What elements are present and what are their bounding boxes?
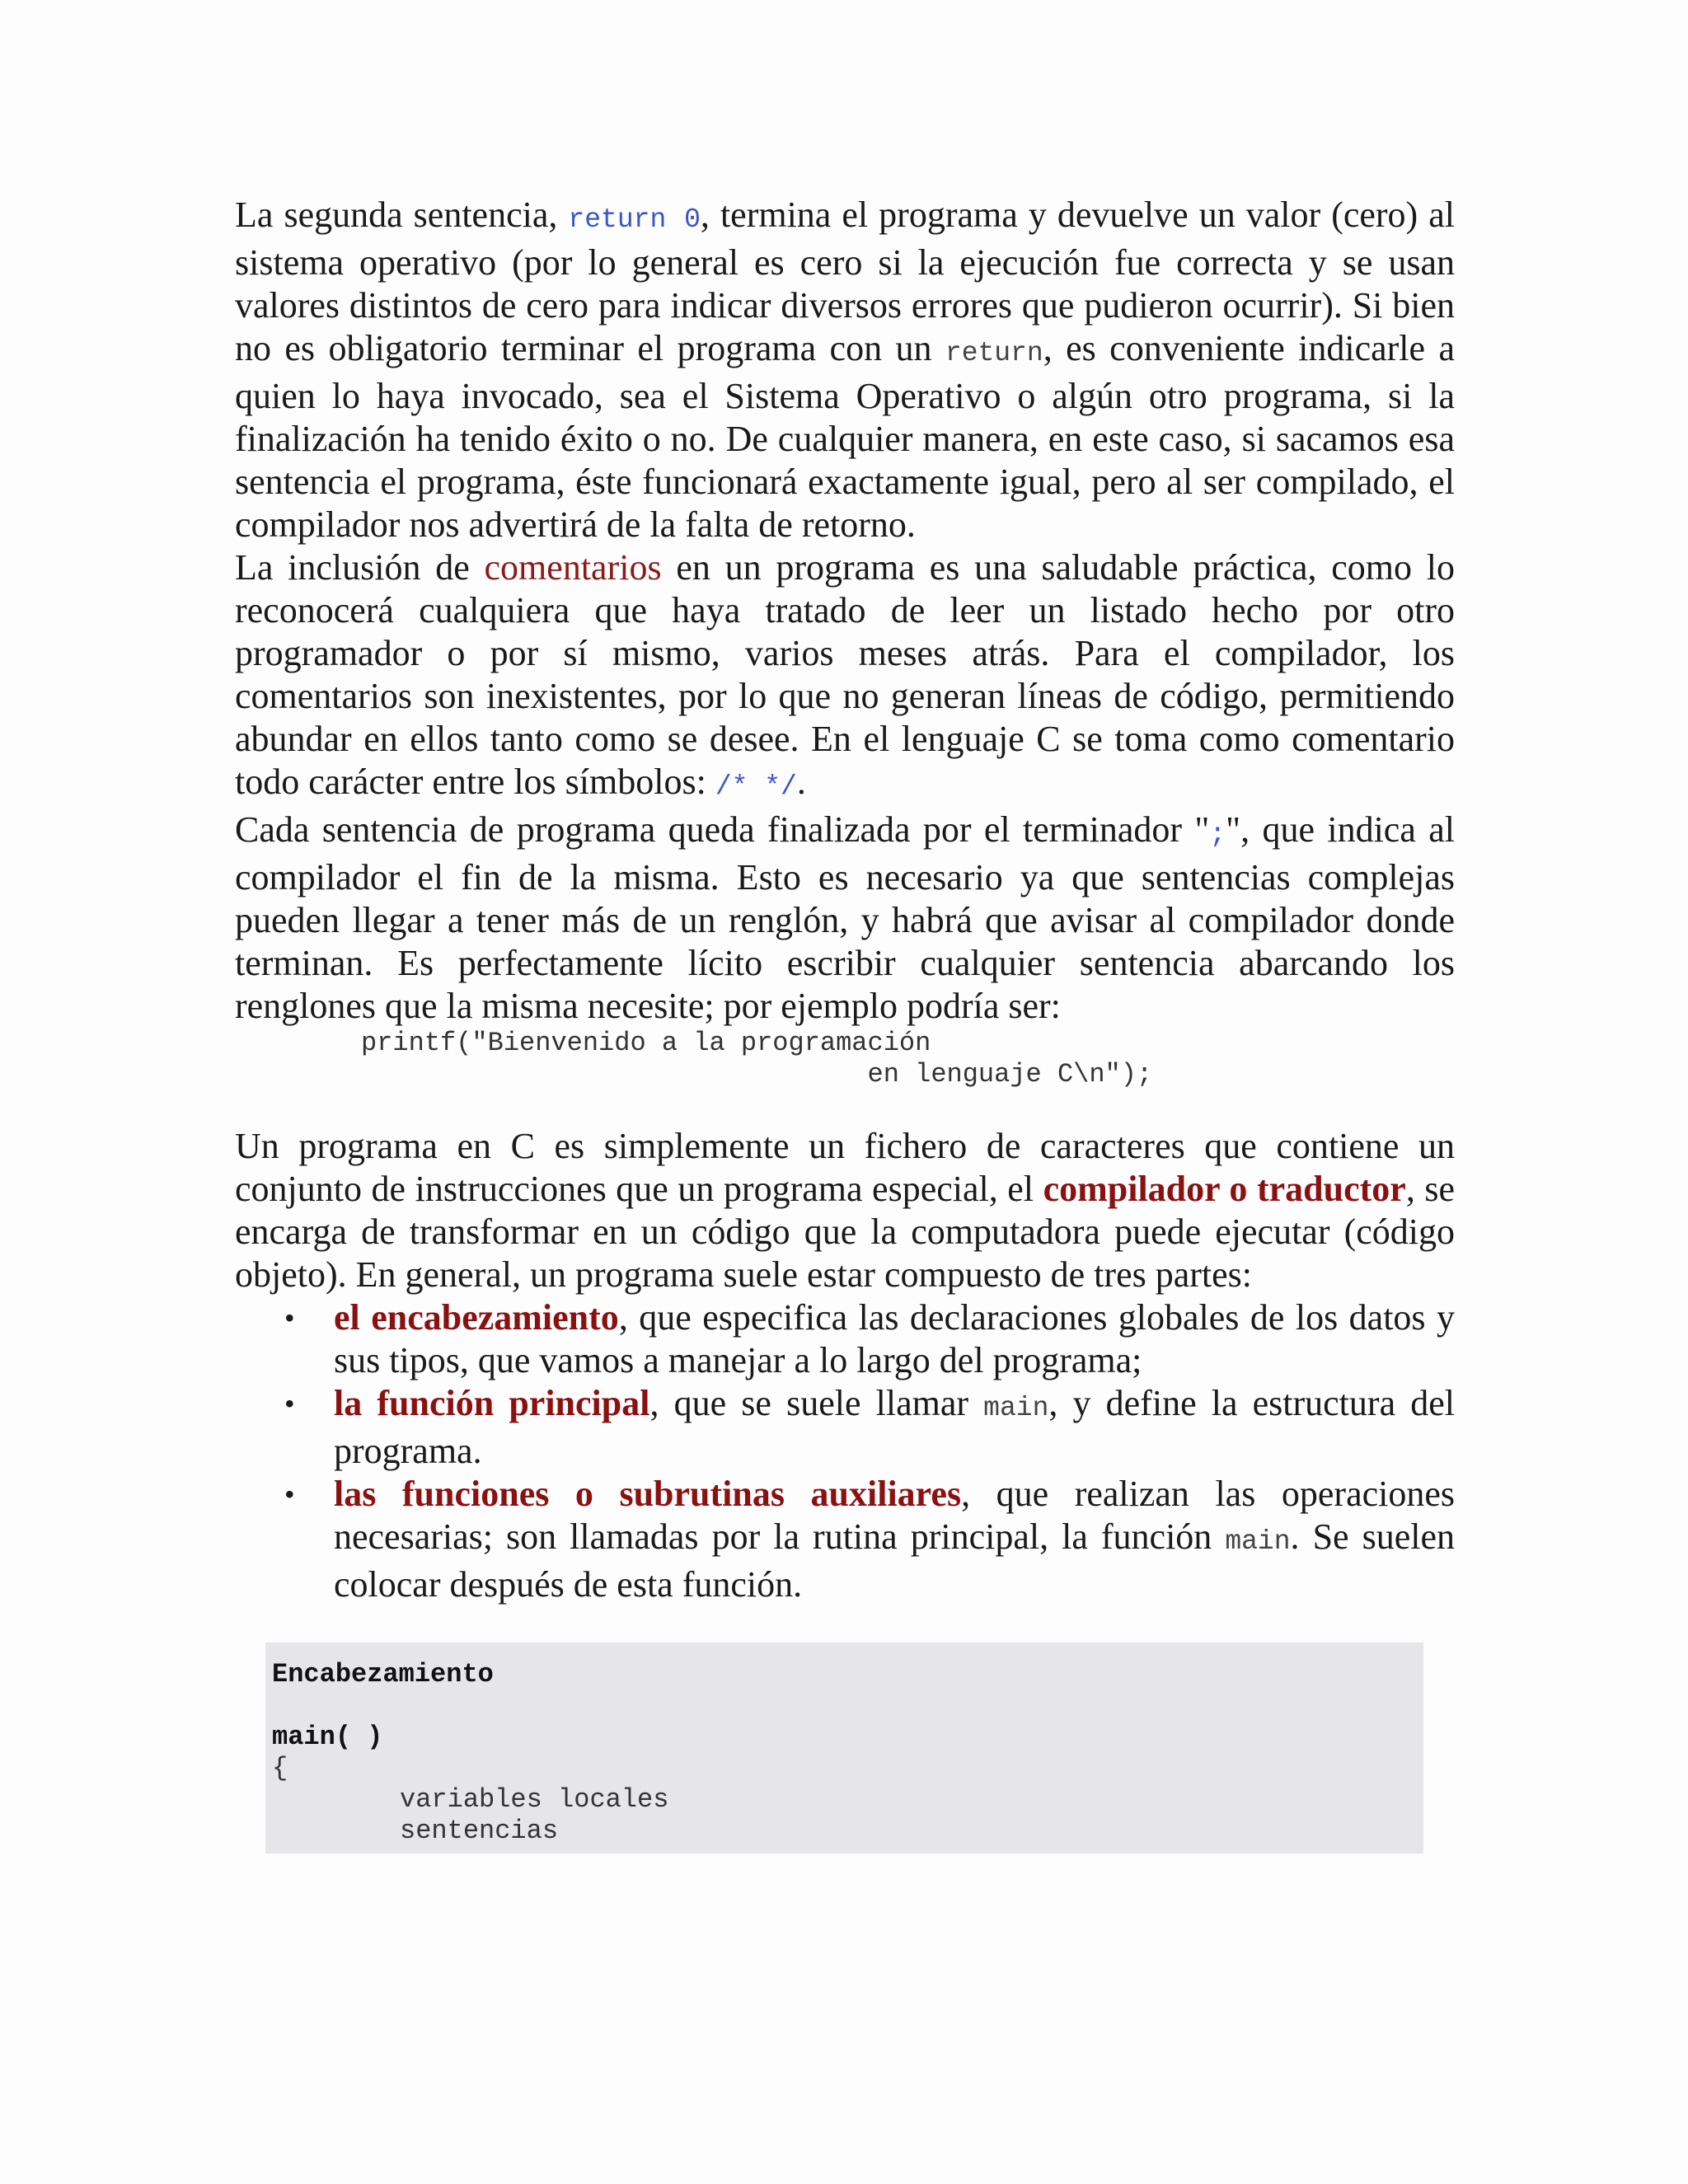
text-span: . [796,762,806,802]
term-comentarios: comentarios [484,547,662,588]
text-span: ", que indica al compilador el fin de la misma. Esto es necesario ya que sentencias complejas pueden llegar a tener más de un renglón, y habrá que avisar al compilador donde terminan. Es perfectamente lícito escribir cualquier sentencia abarcando los renglones que la misma necesite; por ejemplo podría ser: [235,809,1455,1026]
inline-code-return: return [945,338,1043,368]
bullet-icon: • [284,1478,295,1511]
inline-code-return-0: return 0 [568,204,701,235]
blank-line [272,1690,1423,1722]
structure-header: Encabezamiento [272,1659,494,1690]
program-structure-box [265,1643,1423,1854]
text-span: , y define la estructura del programa. [334,1383,1455,1471]
document-page [235,194,1455,1854]
list-item [235,1473,1455,1606]
structure-locals: variables locales [400,1784,669,1815]
code-line: printf("Bienvenido a la programación [361,1028,931,1058]
text-span: , que especifica las declaraciones globales de los datos y sus tipos, que vamos a manejar a lo largo del programa; [334,1297,1456,1380]
term-funciones-auxiliares: las funciones o subrutinas auxiliares [334,1474,962,1514]
structure-main: main( ) [272,1722,383,1752]
inline-code-comment: /* */ [715,771,797,802]
paragraph-return [235,194,1455,546]
code-line: en lenguaje C\n"); [361,1059,1153,1090]
text-span: , es conveniente indicarle a quien lo haya invocado, sea el Sistema Operativo o algún otro programa, si la finalización ha tenido éxito o no. De cualquier manera, en este caso, si sacamos esa sentencia el programa, éste funcionará exactamente igual, pero al ser compilado, el compilador nos advertirá de la falta de retorno. [235,328,1456,545]
paragraph-program-parts [235,1125,1455,1296]
term-funcion-principal: la función principal [334,1383,650,1423]
printf-code-example [235,1028,1455,1090]
program-parts-list [235,1296,1455,1606]
text-span: La inclusión de [235,547,485,588]
term-compilador: compilador o traductor [1043,1169,1406,1209]
list-item [235,1382,1455,1473]
text-span: Un programa en C es simplemente un fichero de caracteres que contiene un conjunto de instrucciones que un programa especial, el [235,1126,1455,1209]
text-span: . Se suelen colocar después de esta función. [334,1516,1456,1605]
paragraph-comments [235,546,1455,808]
bullet-icon: • [284,1301,295,1334]
text-span: La segunda sentencia, [235,194,569,235]
text-span: , se encarga de transformar en un código que la computadora puede ejecutar (código objeto). En general, un programa suele estar compuesto de tres partes: [235,1169,1456,1295]
structure-statements: sentencias [400,1816,559,1846]
list-item [235,1296,1455,1382]
inline-code-semicolon: ; [1209,819,1226,850]
text-span: , que se suele llamar [649,1383,984,1423]
bullet-icon: • [284,1387,295,1420]
paragraph-terminator [235,808,1455,1028]
text-span: Cada sentencia de programa queda finalizada por el terminador " [235,809,1210,850]
inline-code-main: main [1225,1526,1291,1557]
term-encabezamiento: el encabezamiento [334,1297,619,1338]
text-span: , que realizan las operaciones necesarias; son llamadas por la rutina principal, la función [334,1474,1455,1557]
inline-code-main: main [983,1393,1049,1423]
text-span: en un programa es una saludable práctica, como lo reconocerá cualquiera que haya tratado de leer un listado hecho por otro programador o por sí mismo, varios meses atrás. Para el compilador, los comentarios son inexistentes, por lo que no generan líneas de código, permitiendo abundar en ellos tanto como se desee. En el lenguaje C se toma como comentario todo carácter entre los símbolos: [235,547,1456,802]
text-span: , termina el programa y devuelve un valor (cero) al sistema operativo (por lo general es cero si la ejecución fue correcta y se usan valores distintos de cero para indicar diversos errores que pudieron ocurrir). Si bien no es obligatorio terminar el programa con un [235,194,1456,368]
structure-open-brace: { [272,1753,288,1783]
